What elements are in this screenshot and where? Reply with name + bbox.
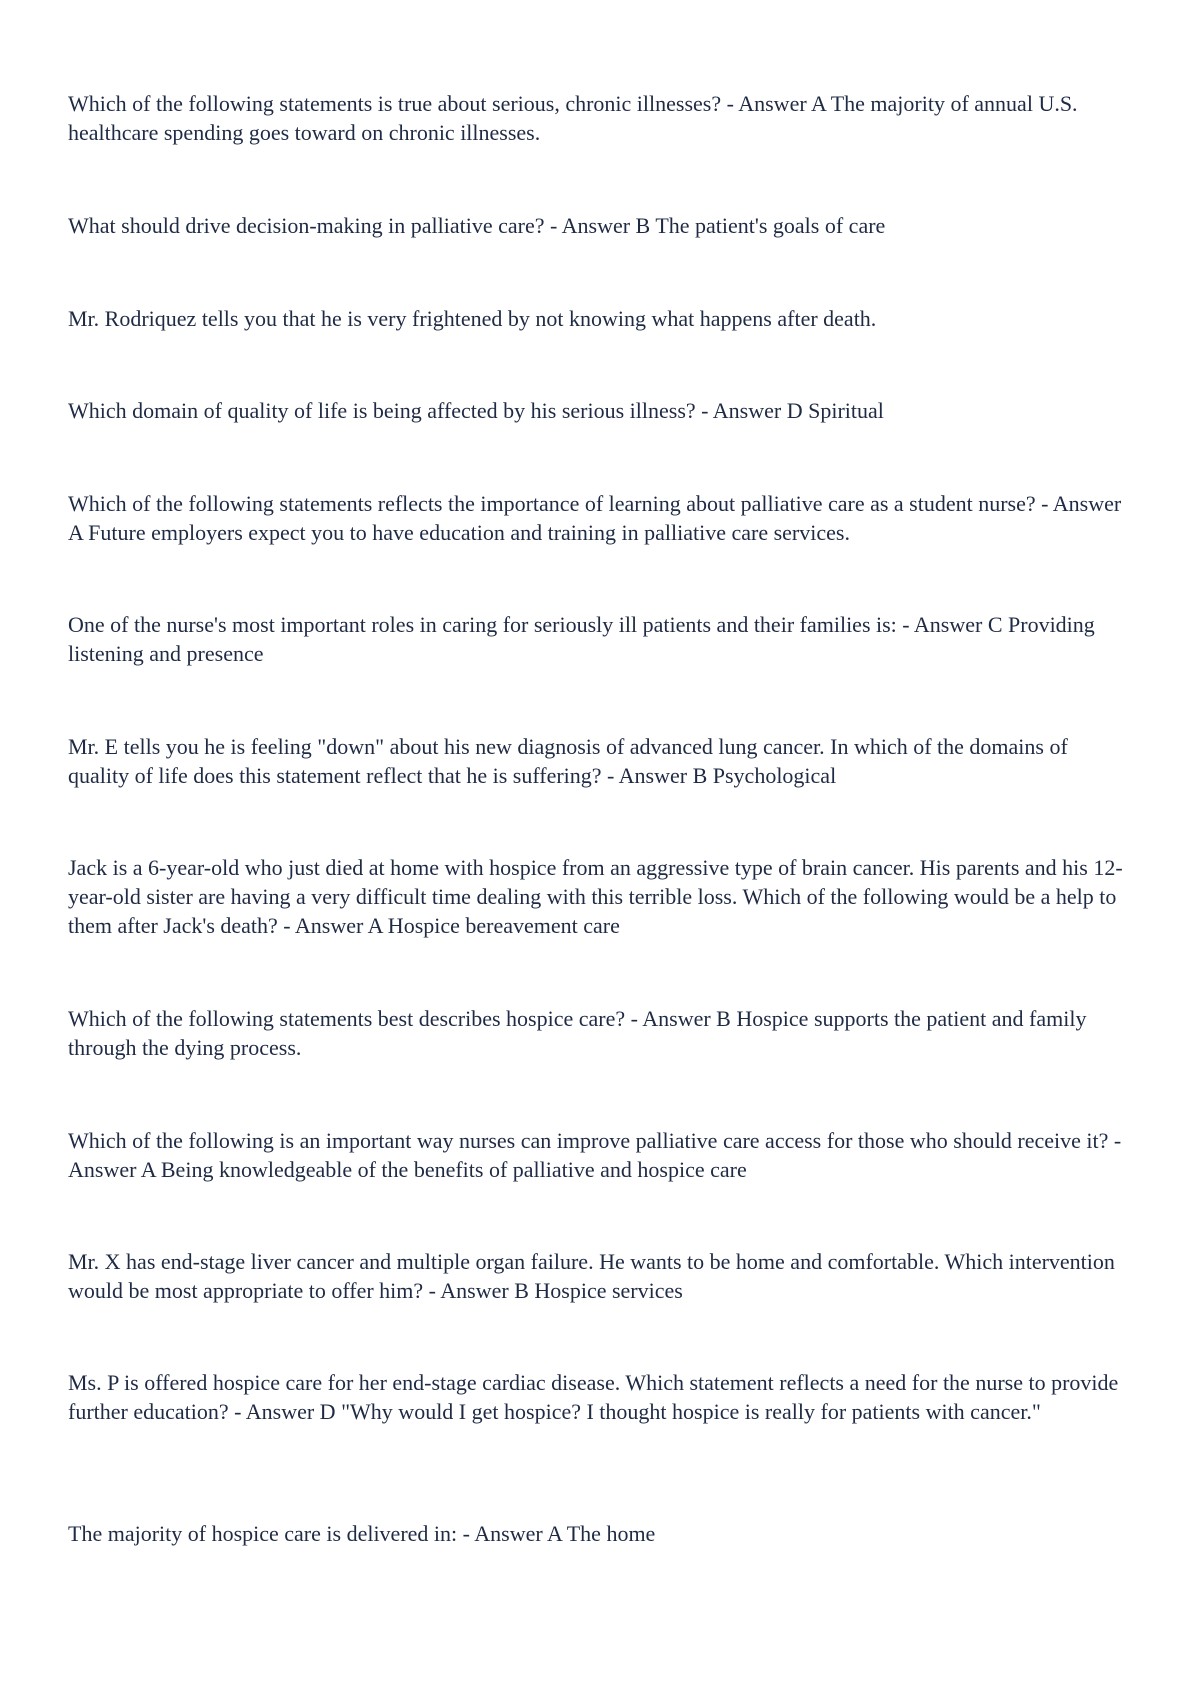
qa-item-8: Jack is a 6-year-old who just died at home with hospice from an aggressive type of brain cancer. His parents and his 12-year-old sister are having a very difficult time dealing with this terrible loss. Which of the following would be a help to them after Jack's death? - Answer A Hospice bereavement care — [68, 855, 1123, 938]
qa-item-11: Mr. X has end-stage liver cancer and multiple organ failure. He wants to be home and comfortable. Which intervention would be most appropriate to offer him? - Answer B Hospice services — [68, 1249, 1115, 1303]
qa-item-3: Mr. Rodriquez tells you that he is very frightened by not knowing what happens after death. — [68, 306, 877, 331]
qa-item-13: The majority of hospice care is delivered in: - Answer A The home — [68, 1521, 656, 1546]
qa-item-7: Mr. E tells you he is feeling "down" about his new diagnosis of advanced lung cancer. In which of the domains of quality of life does this statement reflect that he is suffering? - Answer B Psychological — [68, 734, 1068, 788]
qa-item-9: Which of the following statements best describes hospice care? - Answer B Hospice supports the patient and family through the dying process. — [68, 1006, 1087, 1060]
qa-item-10: Which of the following is an important way nurses can improve palliative care access for those who should receive it? - Answer A Being knowledgeable of the benefits of palliative and hospice care — [68, 1128, 1122, 1182]
qa-item-5: Which of the following statements reflects the importance of learning about palliative care as a student nurse? - Answer A Future employers expect you to have education and training in palliative care services. — [68, 491, 1122, 545]
qa-item-12: Ms. P is offered hospice care for her end-stage cardiac disease. Which statement reflects a need for the nurse to provide further education? - Answer D "Why would I get hospice? I thought hospice is really for patients with cancer." — [68, 1370, 1119, 1424]
qa-item-4: Which domain of quality of life is being affected by his serious illness? - Answer D Spiritual — [68, 398, 884, 423]
qa-item-2: What should drive decision-making in palliative care? - Answer B The patient's goals of care — [68, 213, 886, 238]
qa-item-6: One of the nurse's most important roles in caring for seriously ill patients and their families is: - Answer C Providing listening and presence — [68, 612, 1095, 666]
qa-item-1: Which of the following statements is true about serious, chronic illnesses? - Answer A The majority of annual U.S. healthcare spending goes toward on chronic illnesses. — [68, 91, 1078, 145]
